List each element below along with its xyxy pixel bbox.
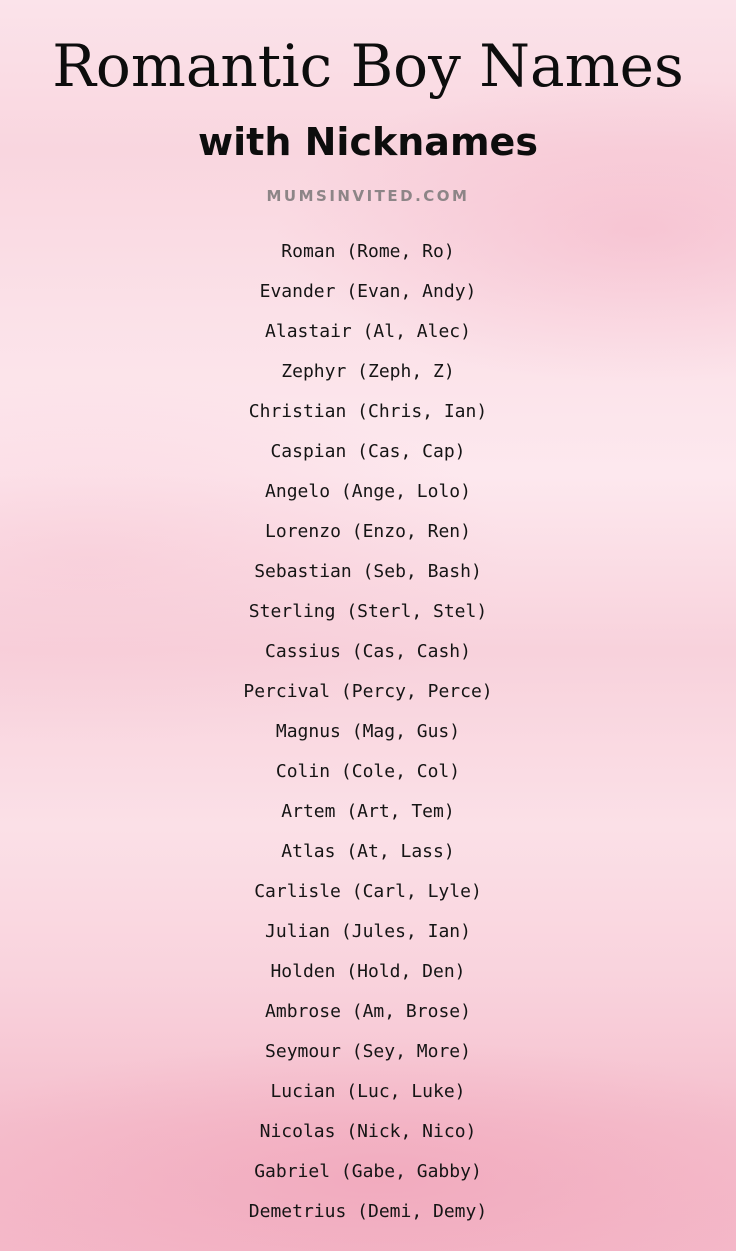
site-credit: MUMSINVITED.COM xyxy=(266,187,470,205)
list-item: Evander (Evan, Andy) xyxy=(259,281,477,302)
list-item: Lucian (Luc, Luke) xyxy=(270,1081,466,1102)
list-item: Artem (Art, Tem) xyxy=(281,801,455,822)
list-item: Nicolas (Nick, Nico) xyxy=(259,1121,477,1142)
list-item: Christian (Chris, Ian) xyxy=(248,401,488,422)
list-item: Zephyr (Zeph, Z) xyxy=(281,361,455,382)
list-item: Ambrose (Am, Brose) xyxy=(265,1001,471,1022)
list-item: Colin (Cole, Col) xyxy=(275,761,461,782)
page-title: Romantic Boy Names xyxy=(52,32,684,100)
list-item: Percival (Percy, Perce) xyxy=(243,681,493,702)
list-item: Demetrius (Demi, Demy) xyxy=(248,1201,488,1222)
list-item: Seymour (Sey, More) xyxy=(265,1041,471,1062)
list-item: Sebastian (Seb, Bash) xyxy=(254,561,482,582)
list-item: Roman (Rome, Ro) xyxy=(281,241,455,262)
list-item: Carlisle (Carl, Lyle) xyxy=(254,881,482,902)
list-item: Gabriel (Gabe, Gabby) xyxy=(254,1161,482,1182)
list-item: Magnus (Mag, Gus) xyxy=(275,721,461,742)
list-item: Sterling (Sterl, Stel) xyxy=(248,601,488,622)
list-item: Caspian (Cas, Cap) xyxy=(270,441,466,462)
list-item: Julian (Jules, Ian) xyxy=(265,921,471,942)
page-subtitle: with Nicknames xyxy=(198,120,538,164)
list-item: Cassius (Cas, Cash) xyxy=(265,641,471,662)
names-list xyxy=(0,232,736,1232)
list-item: Atlas (At, Lass) xyxy=(281,841,455,862)
list-item: Holden (Hold, Den) xyxy=(270,961,466,982)
list-item: Lorenzo (Enzo, Ren) xyxy=(265,521,471,542)
list-item: Angelo (Ange, Lolo) xyxy=(265,481,471,502)
list-item: Alastair (Al, Alec) xyxy=(265,321,471,342)
